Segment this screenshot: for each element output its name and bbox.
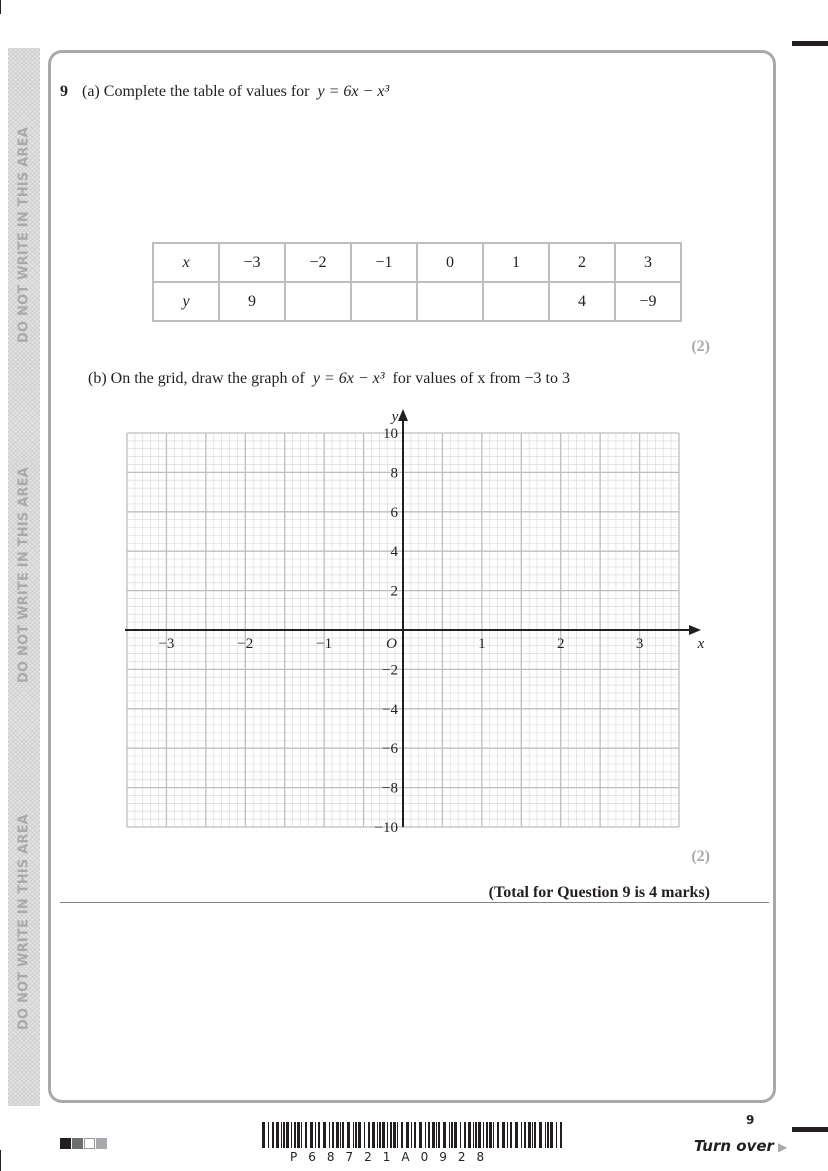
- y-tick-label: 6: [390, 504, 398, 521]
- x-axis-arrow: [689, 625, 701, 635]
- colour-squares: [60, 1138, 107, 1149]
- y-cell[interactable]: [483, 282, 549, 321]
- x-tick-label: 2: [556, 636, 565, 652]
- y-axis-arrow: [398, 409, 408, 421]
- divider: [60, 902, 769, 903]
- registration-mark: [792, 41, 828, 46]
- y-tick-label: 2: [390, 583, 398, 600]
- graph-grid[interactable]: [100, 400, 720, 850]
- y-tick-label: −8: [382, 780, 398, 797]
- y-tick-label: −10: [374, 820, 398, 836]
- crop-mark: [0, 0, 15, 14]
- barcode: [262, 1122, 564, 1148]
- y-cell[interactable]: 4: [549, 282, 615, 321]
- crop-mark: [0, 1150, 15, 1171]
- y-cell[interactable]: [285, 282, 351, 321]
- question-number: 9: [60, 83, 68, 100]
- y-tick-label: 10: [383, 426, 398, 442]
- margin-warning: DO NOT WRITE IN THIS AREA: [16, 467, 32, 683]
- turn-over: Turn over ▶: [694, 1137, 788, 1155]
- question-a: 9 (a) Complete the table of values for y = 6x − x³: [60, 83, 390, 100]
- page-number: 9: [746, 1113, 755, 1127]
- margin-warning: DO NOT WRITE IN THIS AREA: [16, 814, 32, 1030]
- y-tick-label: −6: [382, 741, 398, 758]
- table-row-y: y 9 4 −9: [153, 282, 681, 321]
- question-b: (b) On the grid, draw the graph of y = 6x − x³ for values of x from −3 to 3: [88, 370, 570, 387]
- y-tick-label: 4: [390, 544, 398, 561]
- arrow-right-icon: ▶: [777, 1140, 788, 1154]
- registration-mark: [792, 1127, 828, 1132]
- y-tick-label: −2: [382, 662, 398, 679]
- y-cell[interactable]: 9: [219, 282, 285, 321]
- y-cell[interactable]: [351, 282, 417, 321]
- x-tick-label: 3: [635, 636, 644, 652]
- marks-b: (2): [691, 848, 710, 865]
- x-axis-label: x: [697, 636, 705, 652]
- y-cell[interactable]: −9: [615, 282, 681, 321]
- marks-a: (2): [691, 338, 710, 355]
- y-tick-label: 8: [390, 465, 398, 482]
- y-tick-label: −4: [382, 701, 398, 718]
- values-table: [152, 242, 682, 322]
- x-tick-label: −3: [158, 636, 175, 652]
- margin-warning: DO NOT WRITE IN THIS AREA: [16, 127, 32, 343]
- equation: y = 6x − x³: [317, 83, 390, 100]
- x-tick-label: 1: [478, 636, 486, 652]
- y-axis-label: y: [391, 409, 399, 425]
- barcode-text: P68721A0928: [290, 1150, 496, 1164]
- y-cell[interactable]: [417, 282, 483, 321]
- question-total: (Total for Question 9 is 4 marks): [488, 884, 710, 901]
- x-tick-label: −2: [237, 636, 254, 652]
- table-row-x: x −3 −2 −1 0 1 2 3: [153, 243, 681, 282]
- x-tick-label: −1: [316, 636, 333, 652]
- origin-label: O: [386, 636, 397, 652]
